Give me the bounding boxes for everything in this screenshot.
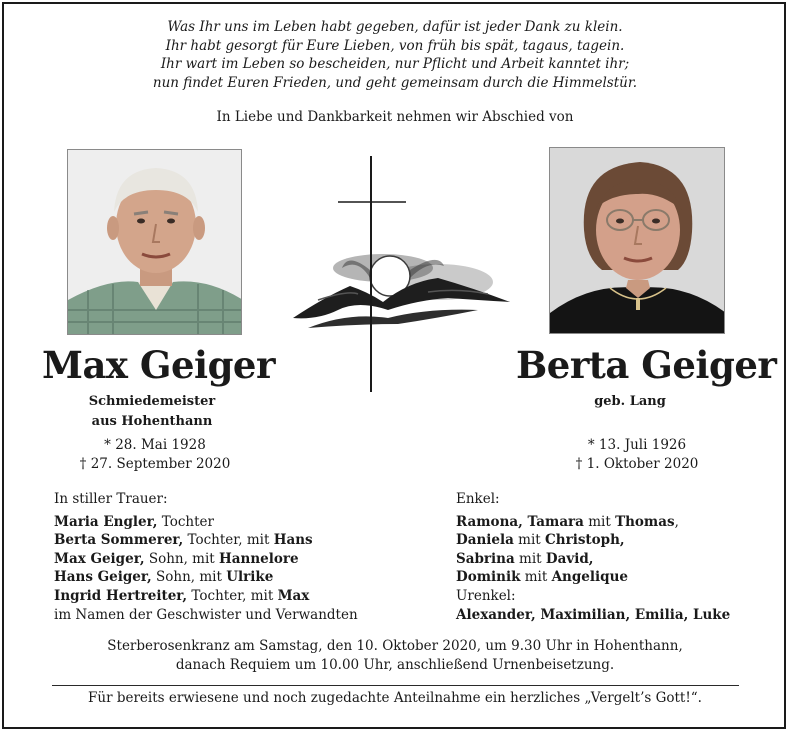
grandchild-row: Daniela mit Christoph, [456, 532, 625, 549]
portrait-berta-geiger [549, 147, 725, 334]
grandchild-row: Sabrina mit David, [456, 550, 594, 567]
great-grandchildren-heading: Urenkel: [456, 587, 516, 604]
occupation-line: Schmiedemeister [88, 394, 216, 409]
divider [52, 685, 739, 686]
poem-line: nun findet Euren Frieden, und geht gemeinsam durch die Himmelstür. [152, 74, 638, 91]
hometown-line: aus Hohenthann [91, 414, 213, 429]
mourners-footer: im Namen der Geschwister und Verwandten [54, 606, 358, 623]
poem [0, 18, 790, 92]
funeral-line: danach Requiem um 10.00 Uhr, anschließend Urnenbeisetzung. [175, 657, 615, 673]
death-date: † 27. September 2020 [79, 456, 231, 472]
mourner-row: Berta Sommerer, Tochter, mit Hans [54, 532, 313, 549]
birth-date: * 28. Mai 1928 [104, 437, 206, 453]
cross-sun-emblem [288, 150, 513, 400]
mourner-row: Max Geiger, Sohn, mit Hannelore [54, 550, 299, 567]
portrait-max-geiger [67, 149, 242, 335]
farewell-intro: In Liebe und Dankbarkeit nehmen wir Abschied von [216, 109, 574, 125]
life-dates-left [55, 436, 255, 474]
mourner-row: Hans Geiger, Sohn, mit Ulrike [54, 569, 274, 586]
occupation-left [52, 392, 252, 432]
thanks-line: Für bereits erwiesene und noch zugedachte Anteilnahme ein herzliches „Vergelt’s Gott!“. [88, 690, 702, 706]
funeral-info [0, 637, 790, 675]
death-date: † 1. Oktober 2020 [575, 456, 699, 472]
deceased-name-left: Max Geiger [42, 343, 275, 387]
grandchildren-list [456, 490, 730, 624]
maiden-name-right [530, 392, 730, 412]
poem-line: Ihr habt gesorgt für Eure Lieben, von früh bis spät, tagaus, tagein. [165, 37, 625, 54]
life-dates-right [537, 436, 737, 474]
mourner-row: Maria Engler, Tochter [54, 513, 214, 530]
maiden-name-line: geb. Lang [594, 394, 666, 409]
birth-date: * 13. Juli 1926 [587, 437, 687, 453]
mourners-heading: In stiller Trauer: [54, 491, 168, 507]
grandchild-row: Ramona, Tamara mit Thomas, [456, 513, 679, 530]
grandchildren-heading: Enkel: [456, 491, 500, 507]
great-grandchildren-names: Alexander, Maximilian, Emilia, Luke [456, 606, 731, 623]
funeral-line: Sterberosenkranz am Samstag, den 10. Oktober 2020, um 9.30 Uhr in Hohenthann, [107, 638, 683, 654]
poem-line: Ihr wart im Leben so bescheiden, nur Pflicht und Arbeit kanntet ihr; [160, 56, 630, 72]
mourners-list [54, 490, 358, 624]
deceased-name-right: Berta Geiger [516, 343, 777, 387]
mourner-row: Ingrid Hertreiter, Tochter, mit Max [54, 587, 310, 604]
poem-line: Was Ihr uns im Leben habt gegeben, dafür ist jeder Dank zu klein. [167, 19, 623, 35]
grandchild-row: Dominik mit Angelique [456, 569, 628, 586]
